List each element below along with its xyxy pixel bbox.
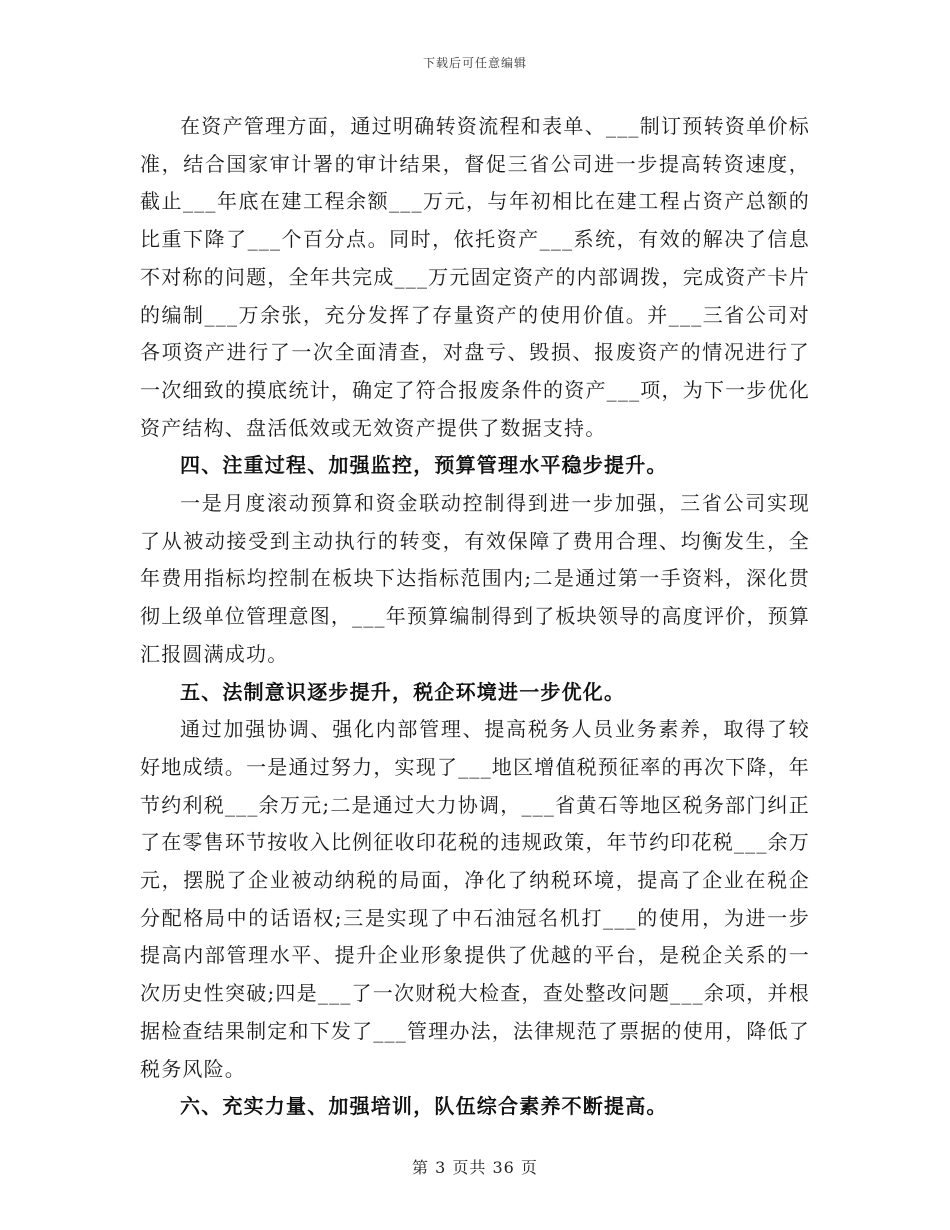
page-footer: 第 3 页共 36 页 bbox=[412, 1158, 538, 1177]
page-header: 下载后可任意编辑 bbox=[422, 56, 527, 70]
paragraph-budget-management: 一是月度滚动预算和资金联动控制得到进一步加强，三省公司实现了从被动接受到主动执行的转变，有效保障了费用合理、均衡发生，全年费用指标均控制在板块下达指标范围内;二是通过第一手资料，深化贯彻上级单位管理意图，___年预算编制得到了板块领导的高度评价，预算汇报圆满成功。 bbox=[140, 491, 810, 666]
paragraph-asset-management: 在资产管理方面，通过明确转资流程和表单、___制订预转资单价标准，结合国家审计署的审计结果，督促三省公司进一步提高转资速度，截止___年底在建工程余额___万元，与年初相比在建工程占资产总额的比重下降了___个百分点。同时，依托资产___系统，有效的解决了信息不对称的问题，全年共完成___万元固定资产的内部调拨，完成资产卡片的编制___万余张，充分发挥了存量资产的使用价值。并___三省公司对各项资产进行了一次全面清查，对盘亏、毁损、报废资产的情况进行了一次细致的摸底统计，确定了符合报废条件的资产___项，为下一步优化资产结构、盘活低效或无效资产提供了数据支持。 bbox=[140, 114, 810, 440]
document-body bbox=[140, 108, 810, 1126]
section-heading-5: 五、法制意识逐步提升，税企环境进一步优化。 bbox=[180, 679, 626, 704]
section-heading-4: 四、注重过程、加强监控，预算管理水平稳步提升。 bbox=[180, 453, 668, 478]
paragraph-tax-environment: 通过加强协调、强化内部管理、提高税务人员业务素养，取得了较好地成绩。一是通过努力，实现了___地区增值税预征率的再次下降，年节约利税___余万元;二是通过大力协调，___省黄石等地区税务部门纠正了在零售环节按收入比例征收印花税的违规政策，年节约印花税___余万元，摆脱了企业被动纳税的局面，净化了纳税环境，提高了企业在税企分配格局中的话语权;三是实现了中石油冠名机打___的使用，为进一步提高内部管理水平、提升企业形象提供了优越的平台，是税企关系的一次历史性突破;四是___了一次财税大检查，查处整改问题___余项，并根据检查结果制定和下发了___管理办法，法律规范了票据的使用，降低了税务风险。 bbox=[140, 717, 810, 1081]
section-heading-6: 六、充实力量、加强培训，队伍综合素养不断提高。 bbox=[180, 1094, 668, 1119]
